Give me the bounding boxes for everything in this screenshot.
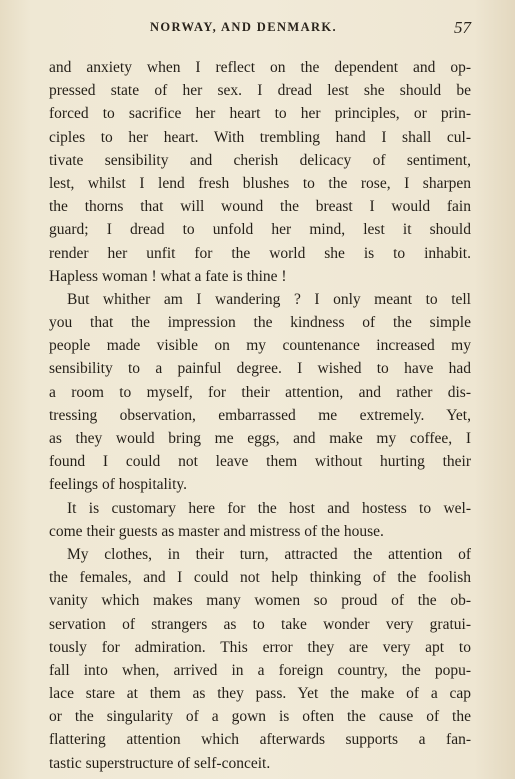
text-line: flattering attention which afterwards supports a fan- (49, 731, 471, 749)
text-line: feelings of hospitality. (49, 476, 188, 494)
text-line: or the singularity of a gown is often the cause of the (49, 708, 471, 726)
text-line: and anxiety when I reflect on the dependent and op- (49, 59, 471, 76)
text-line: the females, and I could not help thinking of the foolish (49, 569, 471, 587)
text-line: lace stare at them as they pass. Yet the make of a cap (49, 685, 471, 703)
text-line: tressing observation, embarrassed me extremely. Yet, (49, 406, 471, 424)
text-line: fall into when, arrived in a foreign country, the popu- (49, 661, 471, 679)
running-title: NORWAY, AND DENMARK. (150, 20, 338, 34)
text-line: the thorns that will wound the breast I would fain (49, 198, 471, 216)
text-line: you that the impression the kindness of the simple (49, 314, 471, 332)
running-head (0, 20, 515, 40)
text-line: lest, whilst I lend fresh blushes to the rose, I sharpen (49, 174, 471, 192)
page-number: 57 (454, 18, 471, 37)
text-line: tastic superstructure of self-conceit. (49, 754, 271, 772)
text-line: But whither am I wandering ? I only meant to tell (67, 290, 471, 308)
text-line: vanity which makes many women so proud of the ob- (49, 592, 471, 610)
text-line: ciples to her heart. With trembling hand I shall cul- (49, 128, 471, 146)
text-line: tously for admiration. This error they are very apt to (49, 638, 471, 656)
text-line: people made visible on my countenance increased my (49, 337, 471, 355)
text-line: as they would bring me eggs, and make my coffee, I (49, 430, 471, 447)
text-line: sensibility to a painful degree. I wished to have had (49, 360, 471, 378)
text-line: tivate sensibility and cherish delicacy of sentiment, (49, 151, 471, 169)
text-line: forced to sacrifice her heart to her principles, or prin- (49, 105, 471, 123)
text-line: My clothes, in their turn, attracted the attention of (67, 545, 471, 563)
text-line: found I could not leave them without hurting their (49, 453, 471, 471)
text-line: come their guests as master and mistress of the house. (49, 522, 384, 540)
text-line: It is customary here for the host and hostess to wel- (67, 499, 471, 517)
text-line: Hapless woman ! what a fate is thine ! (49, 267, 287, 285)
text-line: render her unfit for the world she is to inhabit. (49, 244, 471, 262)
text-line: pressed state of her sex. I dread lest she should be (49, 82, 471, 100)
body-text (49, 56, 471, 775)
text-line: a room to myself, for their attention, and rather dis- (49, 383, 471, 401)
text-line: servation of strangers as to take wonder very gratui- (49, 615, 471, 633)
text-line: guard; I dread to unfold her mind, lest it should (49, 221, 471, 239)
